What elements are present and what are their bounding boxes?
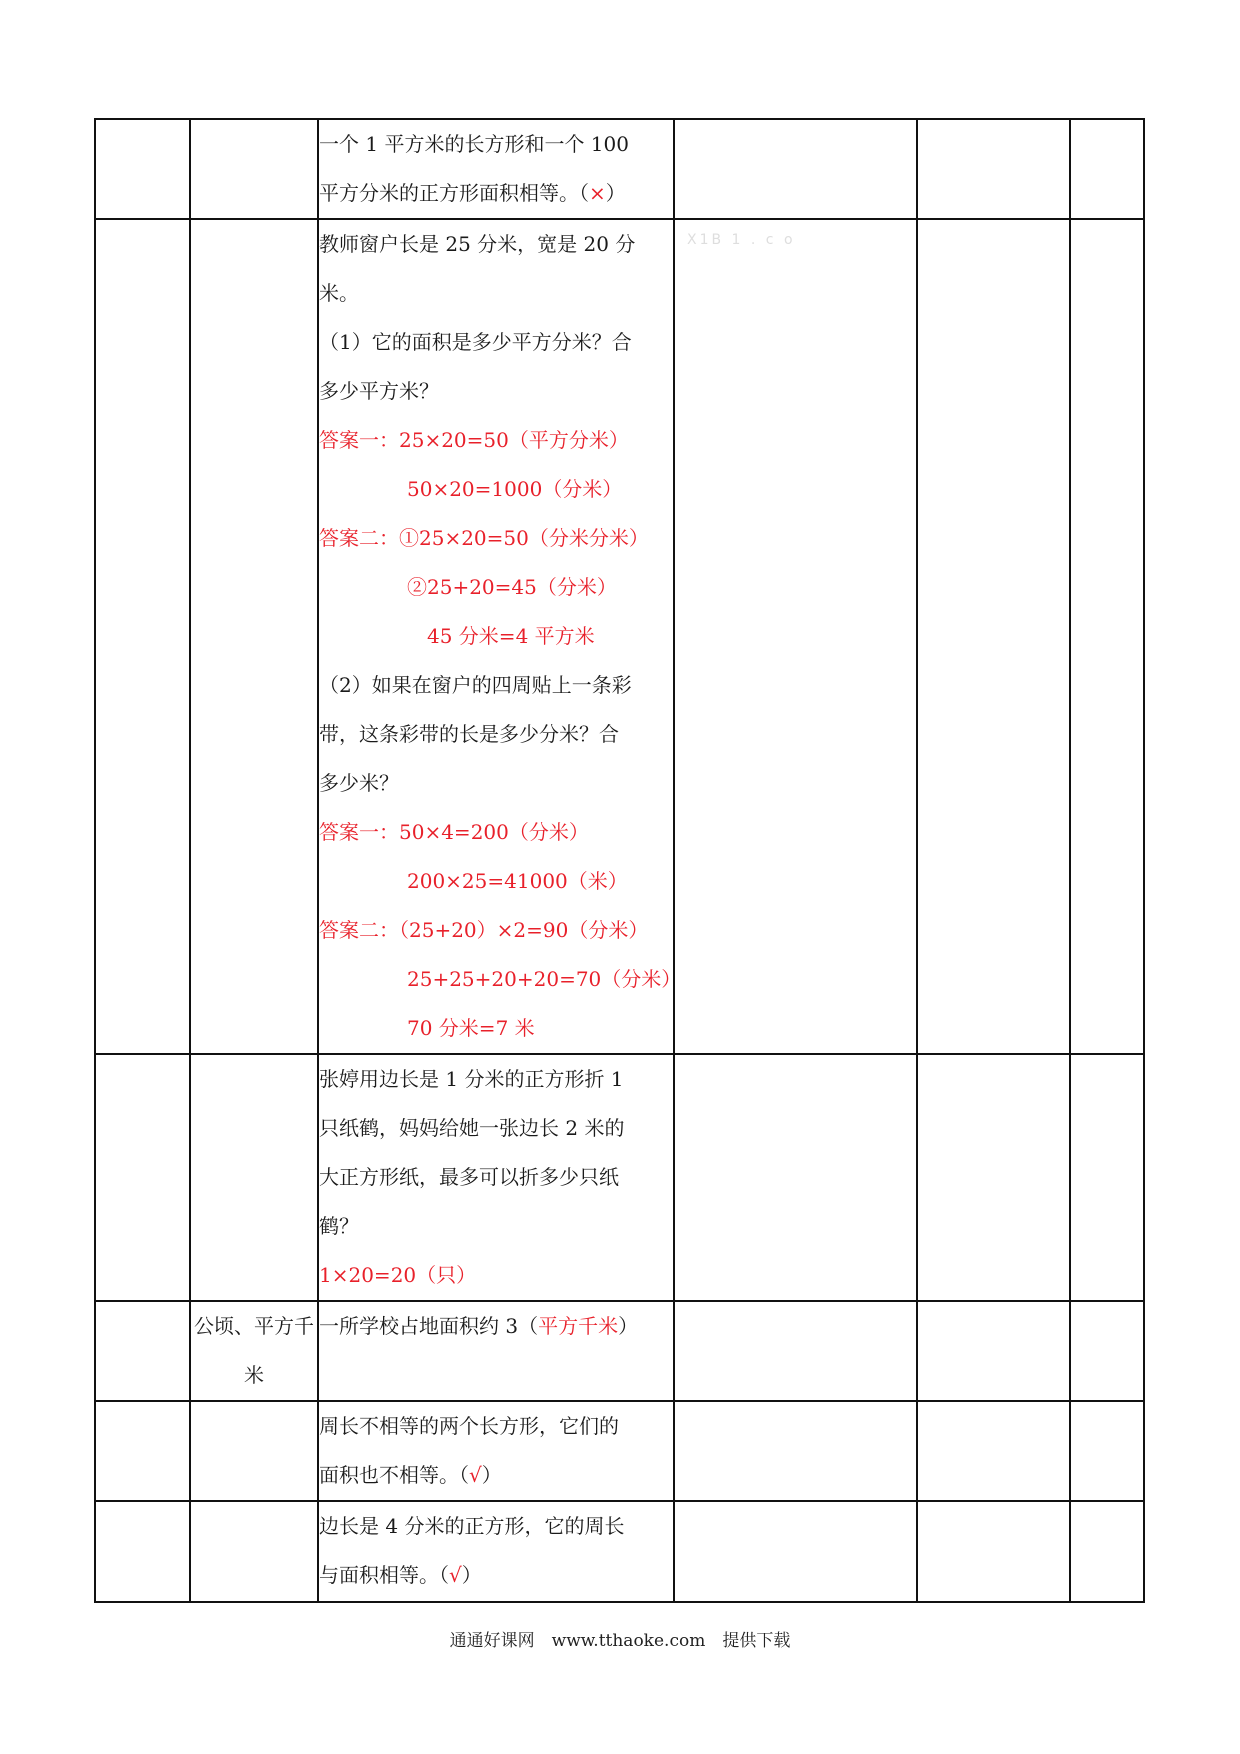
question-line: 一个 1 平方米的长方形和一个 100 [319, 132, 629, 156]
empty-cell [1070, 1054, 1144, 1301]
empty-cell [190, 1501, 318, 1602]
question-cell [318, 1501, 674, 1602]
topic-cell: 公顷、平方千米 [190, 1301, 318, 1401]
question-cell [318, 119, 674, 219]
empty-cell [917, 1301, 1070, 1401]
question-line: 鹤？ [319, 1214, 359, 1238]
question-cell [318, 219, 682, 1054]
empty-cell [917, 119, 1070, 219]
answer-line: 答案一：50×4=200（分米） [319, 820, 589, 844]
question-line: 边长是 4 分米的正方形，它的周长 [319, 1514, 625, 1538]
empty-cell [95, 1301, 190, 1401]
empty-cell [917, 219, 1070, 1054]
empty-cell [95, 1054, 190, 1301]
question-line: 平方分米的正方形面积相等。（×） [319, 181, 626, 205]
question-cell [318, 1401, 674, 1501]
question-line: 张婷用边长是 1 分米的正方形折 1 [319, 1067, 624, 1091]
question-line: （2）如果在窗户的四周贴上一条彩 [319, 673, 632, 697]
empty-cell [674, 1301, 917, 1401]
question-line: 大正方形纸，最多可以折多少只纸 [319, 1165, 619, 1189]
empty-cell [917, 1501, 1070, 1602]
empty-cell [95, 1401, 190, 1501]
empty-cell [1070, 1501, 1144, 1602]
table-row [95, 1054, 1144, 1301]
answer-line: 70 分米=7 米 [407, 1016, 535, 1040]
answer-mark: √ [449, 1563, 462, 1587]
question-line: 米。 [319, 281, 359, 305]
answer-line: 1×20=20（只） [319, 1263, 477, 1287]
empty-cell [95, 119, 190, 219]
question-line: 周长不相等的两个长方形，它们的 [319, 1414, 619, 1438]
empty-cell [917, 1401, 1070, 1501]
question-line: 一所学校占地面积约 3（平方千米） [319, 1314, 639, 1338]
table-row [95, 1401, 1144, 1501]
empty-cell [190, 119, 318, 219]
answer-mark: × [589, 181, 606, 205]
question-cell [318, 1054, 674, 1301]
watermark-text: X1B 1 . c o [687, 232, 796, 248]
watermark-cell [674, 219, 917, 1054]
table-row [95, 1301, 1144, 1401]
table-row [95, 219, 1144, 1054]
answer-line: ②25+20=45（分米） [407, 575, 617, 599]
answer-line: 45 分米=4 平方米 [427, 624, 595, 648]
question-cell [318, 1301, 674, 1401]
footer-text: 通通好课网 www.tthaoke.com 提供下载 [449, 1631, 791, 1651]
empty-cell [1070, 219, 1144, 1054]
answer-line: 200×25=41000（米） [407, 869, 628, 893]
empty-cell [1070, 1401, 1144, 1501]
answer-line: 答案二：①25×20=50（分米分米） [319, 526, 649, 550]
empty-cell [190, 1054, 318, 1301]
empty-cell [917, 1054, 1070, 1301]
question-line: 多少平方米？ [319, 379, 439, 403]
empty-cell [674, 1054, 917, 1301]
question-line: 只纸鹤，妈妈给她一张边长 2 米的 [319, 1116, 625, 1140]
table-row [95, 1501, 1144, 1602]
empty-cell [674, 1501, 917, 1602]
answer-mark: 平方千米 [538, 1314, 619, 1338]
empty-cell [190, 219, 318, 1054]
question-line: 教师窗户长是 25 分米，宽是 20 分 [319, 232, 636, 256]
empty-cell [190, 1401, 318, 1501]
worksheet-table [94, 118, 1145, 1603]
empty-cell [95, 219, 190, 1054]
question-line: 带，这条彩带的长是多少分米？合 [319, 722, 619, 746]
empty-cell [674, 1401, 917, 1501]
answer-line: 答案一：25×20=50（平方分米） [319, 428, 629, 452]
question-line: 面积也不相等。（√） [319, 1463, 502, 1487]
empty-cell [1070, 1301, 1144, 1401]
empty-cell [95, 1501, 190, 1602]
answer-line: 答案二：（25+20）×2=90（分米） [319, 918, 649, 942]
answer-mark: √ [469, 1463, 482, 1487]
question-line: （1）它的面积是多少平方分米？合 [319, 330, 632, 354]
answer-line: 25+25+20+20=70（分米） [407, 967, 682, 991]
table-row [95, 119, 1144, 219]
question-line: 多少米？ [319, 771, 399, 795]
answer-line: 50×20=1000（分米） [407, 477, 623, 501]
empty-cell [674, 119, 917, 219]
question-line: 与面积相等。（√） [319, 1563, 482, 1587]
empty-cell [1070, 119, 1144, 219]
